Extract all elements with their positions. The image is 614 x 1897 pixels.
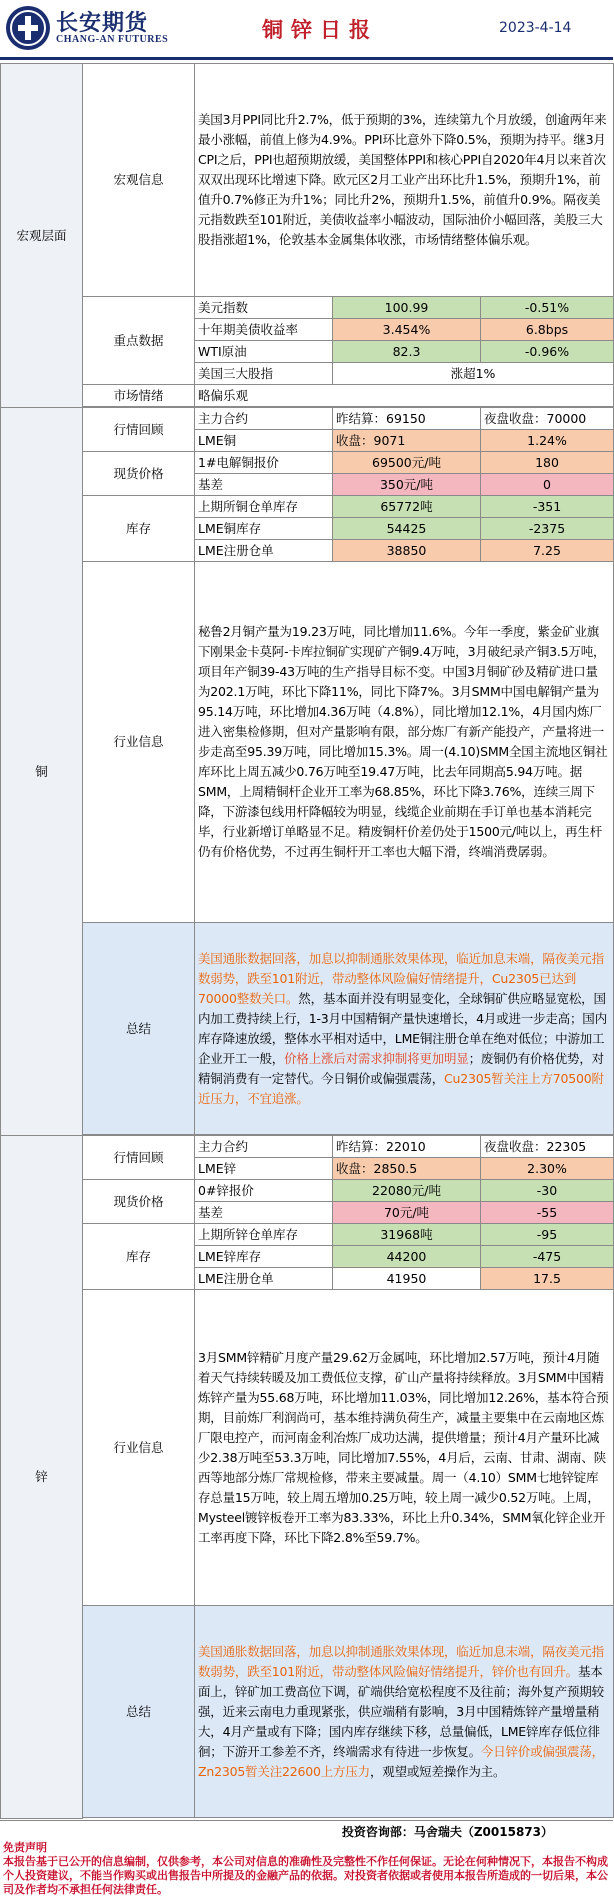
label-cu-inventory: 库存: [83, 496, 195, 562]
cu-summary-body: ；废铜仍有价格优势，对精铜消费有一定替代。今日铜价或偏强震荡，: [198, 1050, 604, 1086]
company-name-en: CHANG-AN FUTURES: [56, 34, 169, 45]
zn-inv-name: LME锌库存: [195, 1246, 333, 1268]
section-copper: 铜: [1, 408, 83, 1136]
cu-summary-highlight: Cu2305暂关注上方70500附近压力，不宜追涨。: [198, 1070, 604, 1106]
cu-inv-value: 54425: [333, 518, 481, 540]
cu-basis-name: 基差: [195, 474, 333, 496]
cu-lme-name: LME铜: [195, 430, 333, 452]
cu-inv-value: 65772吨: [333, 496, 481, 518]
cu-inv-change: -2375: [481, 518, 614, 540]
key-data-value: 82.3: [333, 341, 481, 363]
label-macro-info: 宏观信息: [83, 64, 195, 297]
cu-spot-price: 69500元/吨: [333, 452, 481, 474]
key-data-change: -0.51%: [481, 297, 614, 319]
label-zn-inventory: 库存: [83, 1224, 195, 1290]
zn-inv-change: 17.5: [481, 1268, 614, 1290]
disclaimer-title: 免责声明: [3, 1841, 47, 1854]
key-data-name: WTI原油: [195, 341, 333, 363]
cu-inv-change: -351: [481, 496, 614, 518]
cu-inv-name: LME注册仓单: [195, 540, 333, 562]
key-data-name: 十年期美债收益率: [195, 319, 333, 341]
cu-inv-name: LME铜库存: [195, 518, 333, 540]
label-zn-summary: 总结: [83, 1606, 195, 1818]
cu-spot-change: 180: [481, 452, 614, 474]
key-data-value: 3.454%: [333, 319, 481, 341]
zn-spot-name: 0#锌报价: [195, 1180, 333, 1202]
zn-main-contract: 主力合约: [195, 1136, 333, 1158]
zn-spot-change: -30: [481, 1180, 614, 1202]
key-data-name: 美国三大股指: [195, 363, 333, 385]
key-data-value: 涨超1%: [333, 363, 614, 385]
cu-summary: [195, 923, 614, 1135]
zn-inv-change: -95: [481, 1224, 614, 1246]
zn-summary-body: ，观望或短差操作为主。: [369, 1763, 506, 1779]
cu-main-contract: 主力合约: [195, 408, 333, 430]
zn-summary-body: 基本面上，锌矿加工费高位下调，矿端供给宽松程度不及往前；海外复产预期较强，近来云南电力重现紧张，供应端稍有影响，3月中国精炼锌产量增量稍大，4月产量或有下降；国内库存继续下移，总量偏低，LME锌库存低位徘徊；下游开工参差不齐，终端需求有待进一步恢复。: [198, 1663, 604, 1759]
label-cu-review: 行情回顾: [83, 408, 195, 452]
zn-summary-highlight: 美国通胀数据回落，加息以抑制通胀效果体现，临近加息末端，隔夜美元指数弱势，跌至101附近，带动整体风险偏好情绪提升，锌价也有回升。: [198, 1643, 604, 1679]
cu-basis-change: 0: [481, 474, 614, 496]
zn-basis-name: 基差: [195, 1202, 333, 1224]
report-table: [0, 63, 614, 1819]
section-zinc: 锌: [1, 1136, 83, 1819]
cu-spot-name: 1#电解铜报价: [195, 452, 333, 474]
cu-industry-text: 秘鲁2月铜产量为19.23万吨，同比增加11.6%。今年一季度，紫金矿业旗下刚果金卡莫阿-卡库拉铜矿实现矿产铜9.4万吨，3月破纪录产铜3.5万吨，项目年产铜39-43万吨的生产指导目标不变。中国3月铜矿砂及精矿进口量为202.1万吨，环比下降11%，同比下降7%。3月SMM中国电解铜产量为95.14万吨，环比增加4.36万吨（4.8%），同比增加12.1%，4月国内炼厂进入密集检修期，但对产量影响有限，部分炼厂有新产能投产，产量将进一步走高至95.39万吨，同比增加15.3%。周一(4.10)SMM全国主流地区铜社库环比上周五减少0.76万吨至19.47万吨，比去年同期高5.94万吨。据SMM，上周精铜杆企业开工率为68.85%，环比下降3.76%，连续三周下降，下游漆包线用杆降幅较为明显，线缆企业前期在手订单也基本消耗完毕，行业新增订单略显不足。精废铜杆价差仍处于1500元/吨以上，再生杆仍有价格优势，不过再生铜杆开工率也大幅下滑，终端消费孱弱。: [195, 562, 614, 923]
cu-summary-body: 然，基本面并没有明显变化，全球铜矿供应略显宽松，国内加工费持续上行，1-3月中国精铜产量快速增长，4月或进一步走高；国内库存降速放缓，整体水平相对适中，LME铜注册仓单在绝对低位；中游加工企业开工一般，: [198, 990, 607, 1066]
cu-inv-name: 上期所铜仓单库存: [195, 496, 333, 518]
label-zn-spot: 现货价格: [83, 1180, 195, 1224]
zn-lme-close: 收盘：2850.5: [333, 1158, 481, 1180]
sentiment-value: 略偏乐观: [195, 385, 614, 407]
section-macro: 宏观层面: [1, 64, 83, 408]
cu-lme-close: 收盘：9071: [333, 430, 481, 452]
cu-settle: 昨结算：69150: [333, 408, 481, 430]
cu-summary-highlight: 价格上涨后对需求抑制将更加明显: [284, 1050, 469, 1066]
author-credit: 投资咨询部：马舍瑞夫（Z0015873）: [341, 1825, 553, 1839]
disclaimer-text: 本报告基于已公开的信息编制，仅供参考，本公司对信息的准确性及完整性不作任何保证。无论在何种情况下，本报告不构成个人投资建议，不能当作购买或出售报告中所提及的金融产品的依据。对投资者依据或者使用本报告所造成的一切后果，本公司及作者均不承担任何法律责任。: [3, 1855, 608, 1896]
cu-night: 夜盘收盘：70000: [481, 408, 614, 430]
company-logo-icon: [6, 6, 50, 50]
key-data-value: 100.99: [333, 297, 481, 319]
cu-basis: 350元/吨: [333, 474, 481, 496]
label-zn-industry: 行业信息: [83, 1290, 195, 1606]
key-data-change: 6.8bps: [481, 319, 614, 341]
label-key-data: 重点数据: [83, 297, 195, 385]
report-header: [0, 0, 613, 60]
zn-inv-value: 41950: [333, 1268, 481, 1290]
label-sentiment: 市场情绪: [83, 385, 195, 407]
zn-spot-price: 22080元/吨: [333, 1180, 481, 1202]
key-data-name: 美元指数: [195, 297, 333, 319]
zn-inv-value: 31968吨: [333, 1224, 481, 1246]
label-cu-summary: 总结: [83, 923, 195, 1135]
zn-settle: 昨结算：22010: [333, 1136, 481, 1158]
zn-inv-name: 上期所锌仓单库存: [195, 1224, 333, 1246]
zn-inv-change: -475: [481, 1246, 614, 1268]
cu-inv-value: 38850: [333, 540, 481, 562]
zn-summary: [195, 1606, 614, 1818]
zn-night: 夜盘收盘：22305: [481, 1136, 614, 1158]
label-cu-spot: 现货价格: [83, 452, 195, 496]
zn-basis: 70元/吨: [333, 1202, 481, 1224]
zn-inv-name: LME注册仓单: [195, 1268, 333, 1290]
report-title: 铜锌日报: [262, 17, 378, 42]
report-footer: [0, 1820, 613, 1896]
report-date: 2023-4-14: [499, 20, 572, 36]
zn-lme-name: LME锌: [195, 1158, 333, 1180]
macro-info-text: 美国3月PPI同比升2.7%，低于预期的3%，连续第九个月放缓，创逾两年来最小涨幅，前值上修为4.9%。PPI环比意外下降0.5%，预期为持平。继3月CPI之后，PPI也超预期放缓，美国整体PPI和核心PPI自2020年4月以来首次双双出现环比增速下降。欧元区2月工业产出环比升1.5%，预期升1%，前值升0.7%修正为升1%；同比升2%，预期升1.5%，前值升0.9%。隔夜美元指数跌至101附近，美债收益率小幅波动，国际油价小幅回落，美股三大股指涨超1%，伦敦基本金属集体收涨，市场情绪整体偏乐观。: [195, 64, 614, 297]
zn-summary-highlight: 今日锌价或偏强震荡，Zn2305暂关注22600上方压力: [198, 1743, 604, 1779]
zn-lme-change: 2.30%: [481, 1158, 614, 1180]
company-name: 长安期货: [56, 10, 149, 36]
zn-industry-text: 3月SMM锌精矿月度产量29.62万金属吨，环比增加2.57万吨，预计4月随着天气持续转暖及加工费低位支撑，矿山产量将持续释放。3月SMM中国精炼锌产量为55.68万吨，环比增加11.03%，同比增加12.26%，基本符合预期，目前炼厂利润尚可，基本维持满负荷生产，减量主要集中在云南地区炼厂限电控产，而河南金利冶炼厂成功达满，提供增量；预计4月产量环比减少2.38万吨至53.3万吨，同比增加7.55%，4月后，云南、甘肃、湖南、陕西等地部分炼厂常规检修，带来主要减量。周一（4.10）SMM七地锌锭库存总量15万吨，较上周五增加0.25万吨，较上周一减少0.52万吨。上周，Mysteel镀锌板卷开工率为83.33%，环比上升0.34%，SMM氧化锌企业开工率再度下降，环比下降2.8%至59.7%。: [195, 1290, 614, 1606]
cu-summary-highlight: 美国通胀数据回落，加息以抑制通胀效果体现，临近加息末端，隔夜美元指数弱势，跌至101附近，带动整体风险偏好情绪提升，Cu2305已达到70000整数关口。: [198, 950, 604, 1006]
zn-inv-value: 44200: [333, 1246, 481, 1268]
cu-inv-change: 7.25: [481, 540, 614, 562]
cu-lme-change: 1.24%: [481, 430, 614, 452]
label-cu-industry: 行业信息: [83, 562, 195, 923]
disclaimer: [3, 1841, 610, 1897]
label-zn-review: 行情回顾: [83, 1136, 195, 1180]
key-data-change: -0.96%: [481, 341, 614, 363]
zn-basis-change: -55: [481, 1202, 614, 1224]
